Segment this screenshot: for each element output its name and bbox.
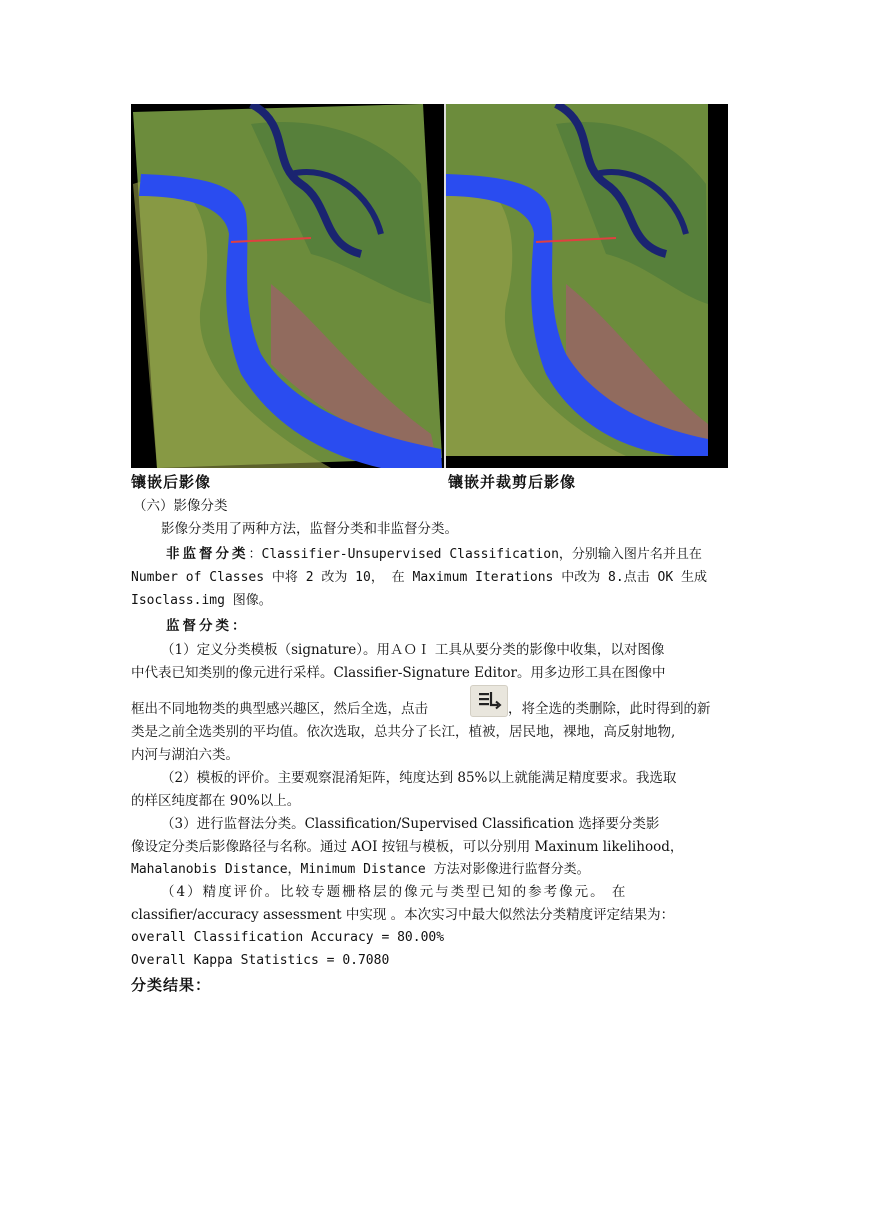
supervised-p3-line-3: Mahalanobis Distance，Minimum Distance 方法对影像进行监督分类。 [131, 862, 590, 877]
supervised-p2-line-1: （2）模板的评价。主要观察混淆矩阵，纯度达到 85%以上就能满足精度要求。我选取 [161, 770, 677, 786]
supervised-p3-line-2: 像设定分类后影像路径与名称。通过 AOI 按钮与模板，可以分别用 Maxinum likelihood， [131, 839, 684, 855]
unsupervised-text-1: ：Classifier-Unsupervised Classification，分别输入图片名并且在 [248, 547, 702, 562]
supervised-p1-line-1: （1）定义分类模板（signature）。用ＡＯＩ 工具从要分类的影像中收集，以对图像 [161, 642, 665, 658]
unsupervised-label: 非监督分类 [166, 546, 249, 562]
supervised-p4-line-2: classifier/accuracy assessment 中实现 。本次实习中最大似然法分类精度评定结果为： [131, 907, 675, 923]
caption-mosaic: 镶嵌后影像 [131, 473, 212, 491]
supervised-label: 监督分类： [166, 618, 249, 634]
supervised-p4-line-1: （4）精度评价。比较专题栅格层的像元与类型已知的参考像元。 在 [161, 884, 628, 900]
supervised-p1-line-4: 类是之前全选类别的平均值。依次选取，总共分了长江，植被，居民地，裸地，高反射地物, [131, 724, 676, 740]
supervised-p1-line-3a: 框出不同地物类的典型感兴趣区，然后全选，点击 [131, 701, 428, 717]
unsupervised-line-2: Number of Classes 中将 2 改为 10， 在 Maximum Iterations 中改为 8.点击 OK 生成 [131, 570, 707, 585]
supervised-p3-line-1: （3）进行监督法分类。Classification/Supervised Classification 选择要分类影 [161, 816, 660, 832]
mosaic-cropped-image [446, 104, 728, 468]
supervised-p1-line-5: 内河与湖泊六类。 [131, 747, 239, 763]
supervised-p2-line-2: 的样区纯度都在 90%以上。 [131, 793, 301, 809]
supervised-p1-line-3b: ，将全选的类删除，此时得到的新 [508, 701, 711, 717]
satellite-figure [131, 104, 728, 468]
caption-mosaic-cropped: 镶嵌并裁剪后影像 [448, 473, 577, 491]
mosaic-image [131, 104, 444, 468]
supervised-p1-line-2: 中代表已知类别的像元进行采样。Classifier-Signature Editor。用多边形工具在图像中 [131, 665, 666, 681]
results-label: 分类结果： [131, 976, 212, 994]
kappa-result: Overall Kappa Statistics = 0.7080 [131, 953, 390, 968]
merge-classes-icon[interactable] [470, 685, 508, 717]
accuracy-result: overall Classification Accuracy = 80.00% [131, 930, 445, 945]
section-intro: 影像分类用了两种方法，监督分类和非监督分类。 [161, 521, 458, 537]
section-heading: （六）影像分类 [133, 498, 228, 514]
unsupervised-line-1 [166, 544, 702, 565]
unsupervised-line-3: Isoclass.img 图像。 [131, 593, 272, 608]
